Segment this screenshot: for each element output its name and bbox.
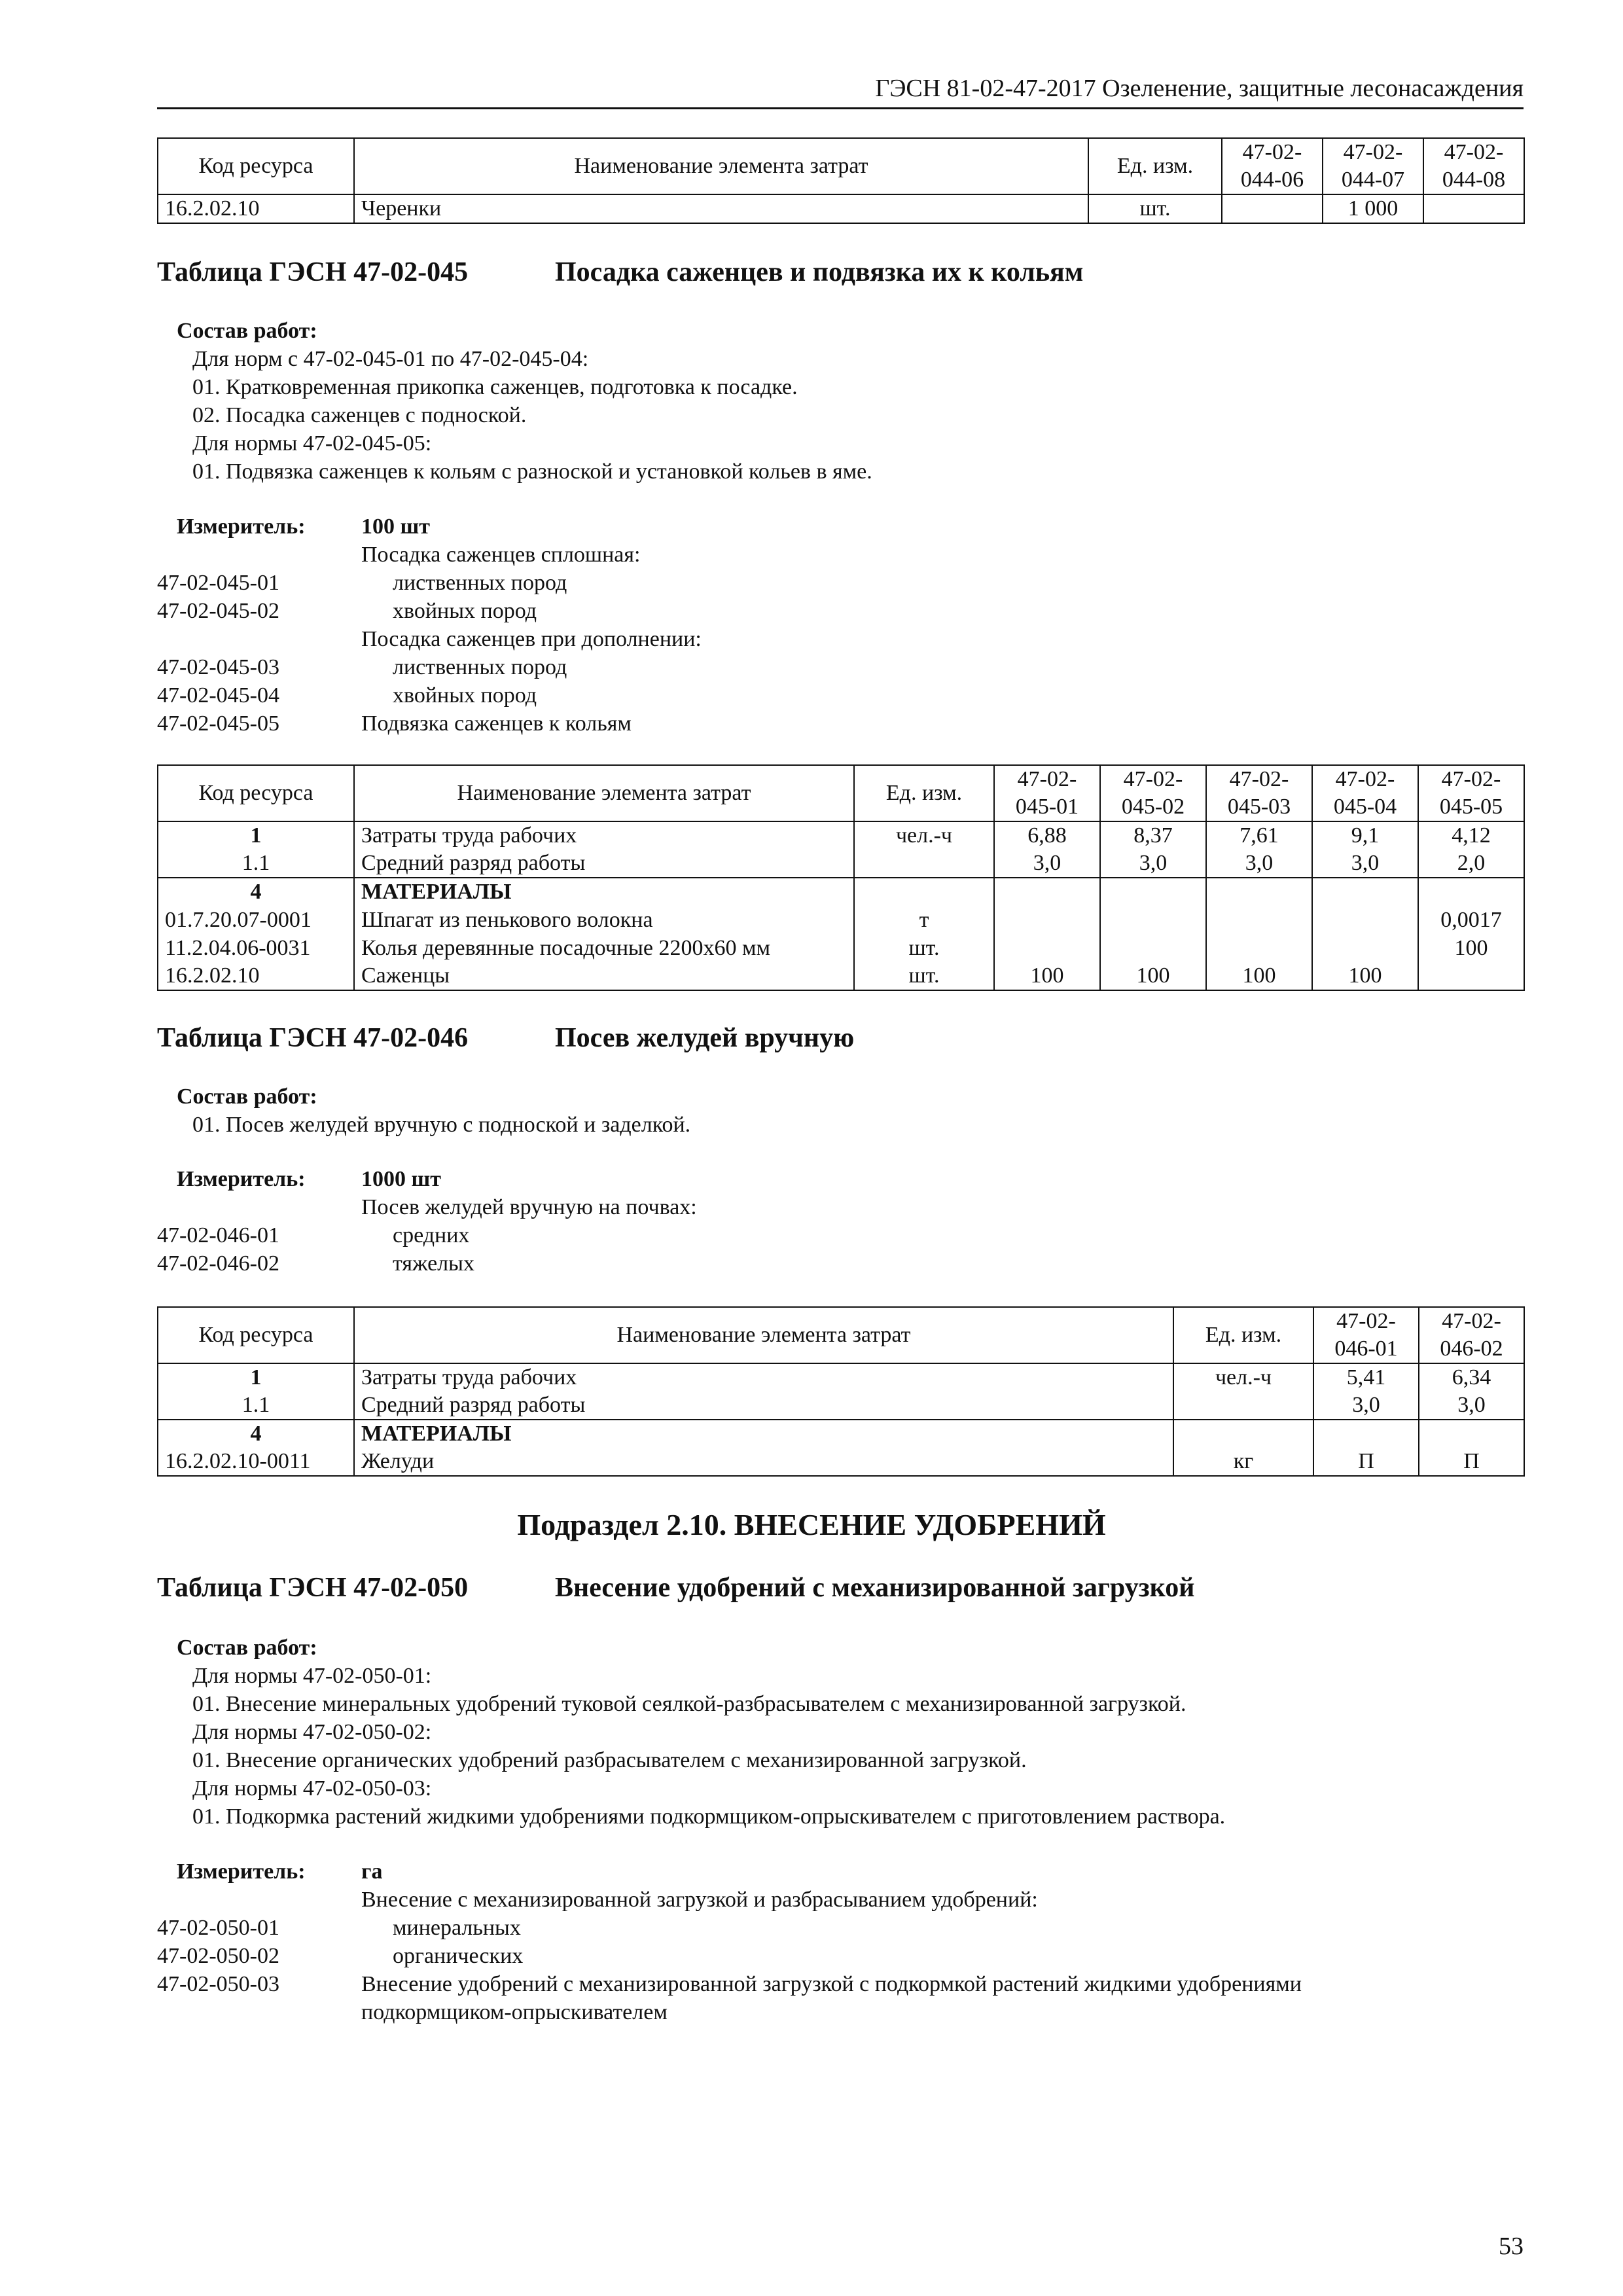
meter-value: 100 шт — [361, 514, 430, 539]
cell-value: 6,88 — [994, 821, 1100, 850]
cell-value — [1423, 194, 1524, 223]
cell-name: Затраты труда рабочих — [354, 1363, 1173, 1391]
work-line: 01. Подкормка растений жидкими удобрениями подкормщиком-опрыскивателем с приготовлением раствора. — [192, 1804, 1226, 1829]
work-line: 01. Внесение минеральных удобрений туковой сеялкой-разбрасывателем с механизированной загрузкой. — [192, 1692, 1186, 1716]
norm-text: лиственных пород — [393, 571, 567, 595]
work-line: Для нормы 47-02-050-03: — [192, 1776, 432, 1801]
norm-code: 47-02-045-01 — [157, 571, 279, 595]
cell-code: 01.7.20.07-0001 — [158, 906, 354, 934]
norm-text: органических — [393, 1944, 524, 1968]
norm-text: Внесение удобрений с механизированной загрузкой с подкормкой растений жидкими удобрениями — [361, 1972, 1302, 1996]
table-row — [158, 906, 1524, 934]
table-row — [158, 1420, 1524, 1448]
norm-code: 47-02-045-05 — [157, 711, 279, 736]
norm-text: подкормщиком-опрыскивателем — [361, 2000, 668, 2024]
work-line: Для норм с 47-02-045-01 по 47-02-045-04: — [192, 347, 589, 371]
norm-code: 47-02-046-02 — [157, 1251, 279, 1276]
col-header-norm: 47-02- 045-02 — [1100, 765, 1206, 821]
norm-text: минеральных — [393, 1916, 521, 1940]
cell-name: Средний разряд работы — [354, 1391, 1173, 1420]
cell-code: 16.2.02.10 — [158, 194, 354, 223]
cell-value: П — [1313, 1448, 1419, 1476]
cell-value: 3,0 — [1312, 850, 1418, 878]
cell-name: Средний разряд работы — [354, 850, 854, 878]
table-row — [158, 194, 1524, 223]
table-title: Посев желудей вручную — [555, 1023, 855, 1053]
cell-value: 100 — [1100, 962, 1206, 990]
col-header-code: Код ресурса — [158, 138, 354, 194]
table-title: Посадка саженцев и подвязка их к кольям — [555, 257, 1084, 287]
cell-value: 100 — [1206, 962, 1312, 990]
table-label: Таблица ГЭСН 47-02-046 — [157, 1023, 469, 1053]
cell-value — [994, 934, 1100, 962]
cell-value — [1100, 878, 1206, 906]
cell-value: 4,12 — [1418, 821, 1524, 850]
col-header-unit: Ед. изм. — [1173, 1307, 1313, 1363]
cell-value — [1418, 878, 1524, 906]
norm-text: тяжелых — [393, 1251, 474, 1276]
cell-value — [1222, 194, 1323, 223]
work-line: 01. Внесение органических удобрений разбрасывателем с механизированной загрузкой. — [192, 1748, 1027, 1772]
norm-text: хвойных пород — [393, 599, 537, 623]
col-header-name: Наименование элемента затрат — [354, 765, 854, 821]
cell-value: 2,0 — [1418, 850, 1524, 878]
cell-value: 6,34 — [1419, 1363, 1524, 1391]
col-header-name: Наименование элемента затрат — [354, 1307, 1173, 1363]
col-header-norm: 47-02- 046-01 — [1313, 1307, 1419, 1363]
cell-value — [994, 906, 1100, 934]
col-header-norm: 47-02- 044-06 — [1222, 138, 1323, 194]
table-045 — [157, 764, 1525, 991]
norm-group: Посев желудей вручную на почвах: — [361, 1195, 697, 1219]
norm-code: 47-02-050-01 — [157, 1916, 279, 1940]
cell-unit: шт. — [854, 934, 994, 962]
norm-group: Внесение с механизированной загрузкой и разбрасыванием удобрений: — [361, 1888, 1038, 1912]
cell-unit: шт. — [1088, 194, 1222, 223]
col-header-norm: 47-02- 046-02 — [1419, 1307, 1524, 1363]
running-header: ГЭСН 81-02-47-2017 Озеленение, защитные лесонасаждения — [875, 75, 1524, 102]
cell-code: 4 — [158, 878, 354, 906]
cell-value: 7,61 — [1206, 821, 1312, 850]
cell-value: П — [1419, 1448, 1524, 1476]
work-line: Для нормы 47-02-050-02: — [192, 1720, 432, 1744]
cell-value: 3,0 — [1206, 850, 1312, 878]
table-044 — [157, 137, 1525, 224]
norm-text: Подвязка саженцев к кольям — [361, 711, 632, 736]
col-header-code: Код ресурса — [158, 765, 354, 821]
cell-value: 3,0 — [1100, 850, 1206, 878]
cell-code: 1 — [158, 821, 354, 850]
cell-value — [994, 878, 1100, 906]
cell-value — [1419, 1420, 1524, 1448]
work-composition-label: Состав работ: — [177, 1636, 317, 1660]
cell-value: 5,41 — [1313, 1363, 1419, 1391]
norm-group: Посадка саженцев при дополнении: — [361, 627, 702, 651]
work-line: 01. Подвязка саженцев к кольям с разноской и установкой кольев в яме. — [192, 459, 872, 484]
norm-text: хвойных пород — [393, 683, 537, 708]
work-composition-label: Состав работ: — [177, 1085, 317, 1109]
norm-code: 47-02-045-04 — [157, 683, 279, 708]
cell-code: 1.1 — [158, 1391, 354, 1420]
cell-value — [1100, 934, 1206, 962]
work-line: 01. Кратковременная прикопка саженцев, подготовка к посадке. — [192, 375, 798, 399]
cell-unit — [1173, 1420, 1313, 1448]
cell-value — [1100, 906, 1206, 934]
cell-code: 16.2.02.10-0011 — [158, 1448, 354, 1476]
cell-value — [1206, 906, 1312, 934]
work-line: Для нормы 47-02-050-01: — [192, 1664, 432, 1688]
cell-value: 100 — [1312, 962, 1418, 990]
col-header-norm: 47-02- 045-05 — [1418, 765, 1524, 821]
col-header-norm: 47-02- 045-04 — [1312, 765, 1418, 821]
col-header-name: Наименование элемента затрат — [354, 138, 1088, 194]
cell-name: МАТЕРИАЛЫ — [354, 878, 854, 906]
cell-value — [1312, 906, 1418, 934]
cell-unit — [1173, 1391, 1313, 1420]
cell-value: 3,0 — [1313, 1391, 1419, 1420]
page-number: 53 — [1499, 2233, 1524, 2260]
header-rule — [157, 107, 1524, 109]
cell-unit: т — [854, 906, 994, 934]
table-row — [158, 962, 1524, 990]
cell-unit: чел.-ч — [854, 821, 994, 850]
cell-value: 0,0017 — [1418, 906, 1524, 934]
norm-code: 47-02-050-02 — [157, 1944, 279, 1968]
cell-value — [1313, 1420, 1419, 1448]
norm-text: лиственных пород — [393, 655, 567, 679]
cell-name: Затраты труда рабочих — [354, 821, 854, 850]
cell-code: 1.1 — [158, 850, 354, 878]
subsection-title: Подраздел 2.10. ВНЕСЕНИЕ УДОБРЕНИЙ — [517, 1508, 1106, 1541]
cell-unit: шт. — [854, 962, 994, 990]
col-header-norm: 47-02- 045-03 — [1206, 765, 1312, 821]
cell-code: 11.2.04.06-0031 — [158, 934, 354, 962]
work-line: 01. Посев желудей вручную с подноской и заделкой. — [192, 1113, 691, 1137]
cell-name: МАТЕРИАЛЫ — [354, 1420, 1173, 1448]
norm-text: средних — [393, 1223, 470, 1247]
table-row — [158, 934, 1524, 962]
cell-value — [1418, 962, 1524, 990]
table-title: Внесение удобрений с механизированной загрузкой — [555, 1573, 1195, 1603]
work-line: Для нормы 47-02-045-05: — [192, 431, 432, 456]
col-header-code: Код ресурса — [158, 1307, 354, 1363]
cell-name: Шпагат из пенькового волокна — [354, 906, 854, 934]
norm-code: 47-02-045-02 — [157, 599, 279, 623]
cell-value: 100 — [994, 962, 1100, 990]
cell-value — [1312, 878, 1418, 906]
cell-value — [1312, 934, 1418, 962]
cell-unit: чел.-ч — [1173, 1363, 1313, 1391]
cell-value — [1206, 878, 1312, 906]
norm-code: 47-02-050-03 — [157, 1972, 279, 1996]
meter-value: 1000 шт — [361, 1167, 441, 1191]
cell-name: Черенки — [354, 194, 1088, 223]
table-row — [158, 1448, 1524, 1476]
table-row — [158, 1391, 1524, 1420]
table-label: Таблица ГЭСН 47-02-045 — [157, 257, 469, 287]
col-header-unit: Ед. изм. — [1088, 138, 1222, 194]
meter-label: Измеритель: — [177, 1859, 306, 1884]
col-header-norm: 47-02- 045-01 — [994, 765, 1100, 821]
cell-value: 3,0 — [1419, 1391, 1524, 1420]
cell-value: 3,0 — [994, 850, 1100, 878]
cell-name: Колья деревянные посадочные 2200х60 мм — [354, 934, 854, 962]
norm-code: 47-02-046-01 — [157, 1223, 279, 1247]
meter-label: Измеритель: — [177, 1167, 306, 1191]
table-row — [158, 850, 1524, 878]
cell-unit — [854, 850, 994, 878]
cell-code: 16.2.02.10 — [158, 962, 354, 990]
cell-unit — [854, 878, 994, 906]
cell-name: Желуди — [354, 1448, 1173, 1476]
col-header-norm: 47-02- 044-08 — [1423, 138, 1524, 194]
norm-group: Посадка саженцев сплошная: — [361, 543, 641, 567]
col-header-unit: Ед. изм. — [854, 765, 994, 821]
cell-code: 4 — [158, 1420, 354, 1448]
table-046 — [157, 1306, 1525, 1477]
table-row — [158, 821, 1524, 850]
work-line: 02. Посадка саженцев с подноской. — [192, 403, 527, 427]
meter-label: Измеритель: — [177, 514, 306, 539]
table-label: Таблица ГЭСН 47-02-050 — [157, 1573, 469, 1603]
col-header-norm: 47-02- 044-07 — [1323, 138, 1423, 194]
norm-code: 47-02-045-03 — [157, 655, 279, 679]
cell-value: 8,37 — [1100, 821, 1206, 850]
meter-value: га — [361, 1859, 383, 1884]
cell-value — [1206, 934, 1312, 962]
cell-unit: кг — [1173, 1448, 1313, 1476]
work-composition-label: Состав работ: — [177, 319, 317, 343]
cell-value: 100 — [1418, 934, 1524, 962]
cell-name: Саженцы — [354, 962, 854, 990]
cell-code: 1 — [158, 1363, 354, 1391]
cell-value: 1 000 — [1323, 194, 1423, 223]
table-row — [158, 1363, 1524, 1391]
table-row — [158, 878, 1524, 906]
cell-value: 9,1 — [1312, 821, 1418, 850]
